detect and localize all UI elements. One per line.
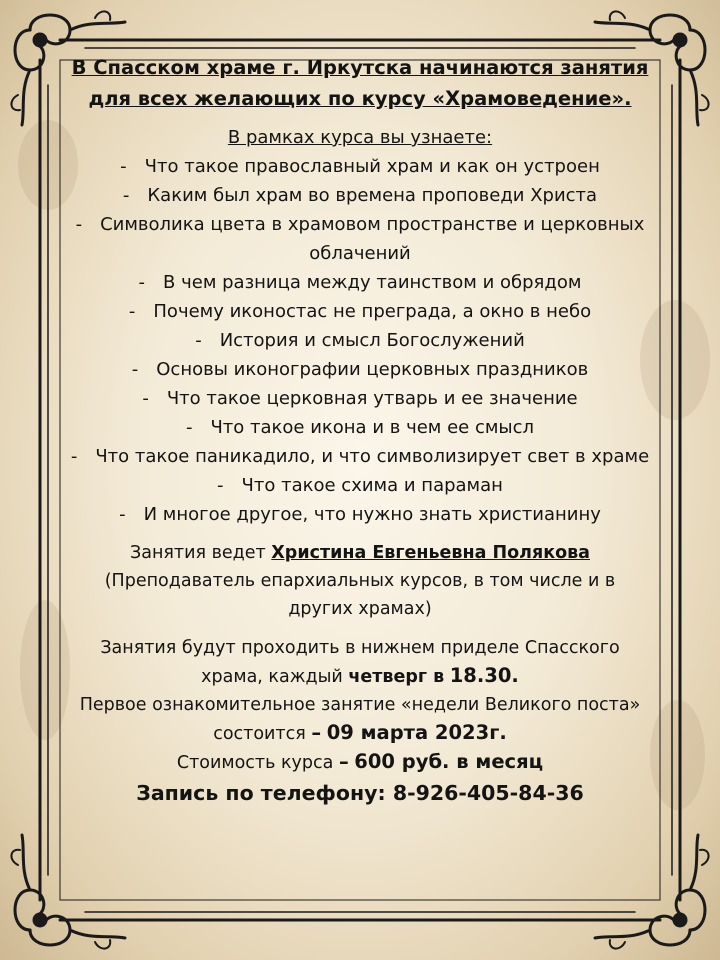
first-lesson-dash: – xyxy=(311,721,322,744)
list-dash: - xyxy=(128,301,136,322)
first-lesson-text: Первое ознакомительное занятие «недели Великого поста» состоится xyxy=(79,695,641,744)
topic-text: В чем разница между таинством и обрядом xyxy=(163,272,582,293)
topic-item xyxy=(70,355,650,384)
price-dash: – xyxy=(338,750,349,773)
topic-text: Что такое православный храм и как он устроен xyxy=(144,156,600,177)
topic-item xyxy=(70,442,650,471)
topic-text: И многое другое, что нужно знать христианину xyxy=(143,504,601,525)
corner-ornament-icon xyxy=(595,835,709,949)
topic-text: Что такое паникадило, и что символизирует свет в храме xyxy=(95,446,650,467)
list-dash: - xyxy=(70,446,78,467)
topic-item xyxy=(70,500,650,529)
topic-item xyxy=(70,268,650,297)
topic-item xyxy=(70,413,650,442)
schedule-text: Занятия будут проходить в нижнем приделе Спасского храма, каждый xyxy=(100,638,620,687)
list-dash: - xyxy=(185,417,193,438)
topic-text: Почему иконостас не преграда, а окно в небо xyxy=(153,301,592,322)
topic-item xyxy=(70,297,650,326)
contact-phone: 8-926-405-84-36 xyxy=(392,781,584,805)
topic-text: Основы иконографии церковных праздников xyxy=(156,359,589,380)
topic-item xyxy=(70,210,650,268)
topic-list xyxy=(70,152,650,529)
list-dash: - xyxy=(142,388,149,409)
list-dash: - xyxy=(120,156,127,177)
topic-text: Что такое икона и в чем ее смысл xyxy=(210,417,535,438)
list-dash: - xyxy=(122,185,130,206)
teacher-prefix: Занятия ведет xyxy=(130,543,266,563)
list-dash: - xyxy=(217,475,224,496)
topic-text: История и смысл Богослужений xyxy=(219,330,525,351)
price-value: 600 руб. в месяц xyxy=(354,750,544,773)
list-dash: - xyxy=(75,214,83,235)
course-intro: В рамках курса вы узнаете: xyxy=(227,127,493,148)
corner-ornament-icon xyxy=(11,835,125,949)
teacher-block xyxy=(70,539,650,623)
contact-line xyxy=(70,777,650,809)
topic-item xyxy=(70,384,650,413)
schedule-block xyxy=(70,634,650,777)
topic-text: Каким был храм во времена проповеди Христа xyxy=(147,185,598,206)
topic-item xyxy=(70,471,650,500)
topic-item xyxy=(70,326,650,355)
first-lesson-date: 09 марта 2023г. xyxy=(326,721,507,744)
topic-item xyxy=(70,181,650,210)
contact-label: Запись по телефону: xyxy=(136,781,386,805)
list-dash: - xyxy=(138,272,146,293)
topic-text: Что такое схима и параман xyxy=(241,475,503,496)
list-dash: - xyxy=(119,504,126,525)
announcement-content xyxy=(70,52,650,809)
announcement-title: В Спасском храме г. Иркутска начинаются занятия для всех желающих по курсу «Храмоведение». xyxy=(71,56,649,110)
topic-text: Что такое церковная утварь и ее значение xyxy=(166,388,578,409)
list-dash: - xyxy=(195,330,202,351)
topic-text: Символика цвета в храмовом пространстве и церковных облачений xyxy=(100,214,645,264)
schedule-time: 18.30. xyxy=(449,664,519,687)
price-label: Стоимость курса xyxy=(176,753,334,773)
teacher-note: (Преподаватель епархиальных курсов, в том числе и в других храмах) xyxy=(104,571,616,619)
topic-item xyxy=(70,152,650,181)
teacher-name: Христина Евгеньевна Полякова xyxy=(271,543,590,563)
schedule-day: четверг в xyxy=(348,667,445,687)
list-dash: - xyxy=(131,359,139,380)
